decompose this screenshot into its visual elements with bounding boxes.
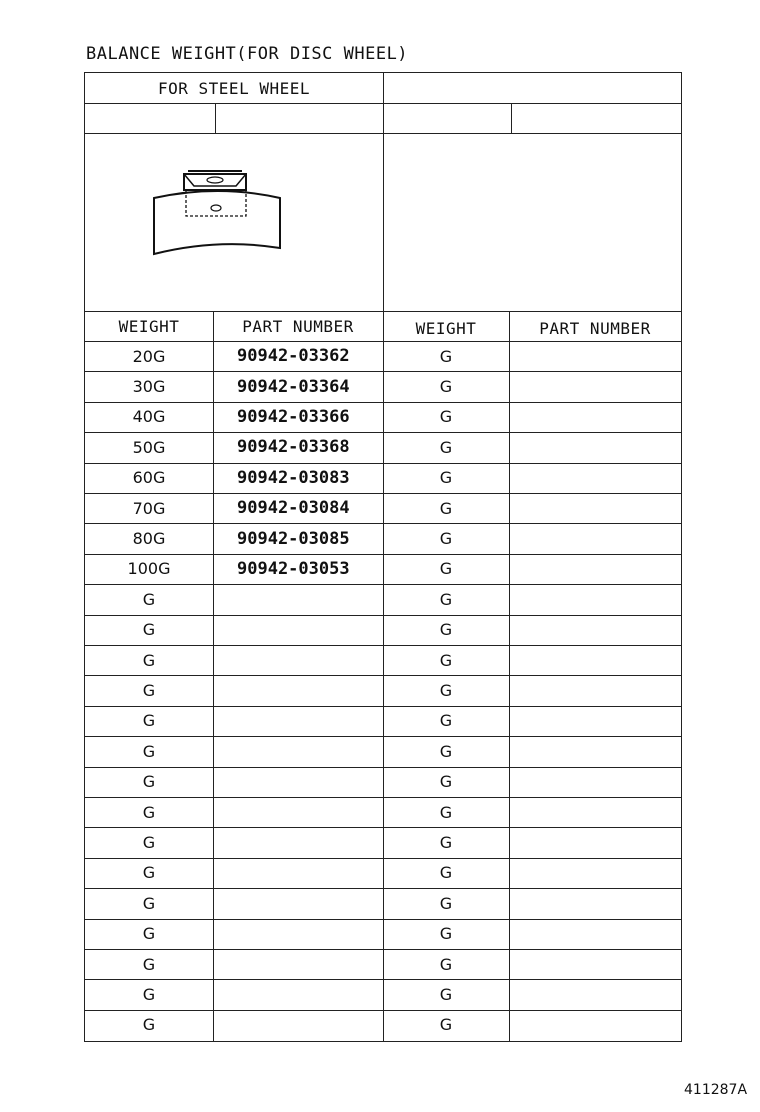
part-number-cell xyxy=(509,736,681,766)
weight-cell: G xyxy=(142,985,156,1005)
weight-cell: G xyxy=(142,954,156,974)
page-title: BALANCE WEIGHT(FOR DISC WHEEL) xyxy=(86,44,409,64)
weight-cell: G xyxy=(439,498,453,518)
weight-cell: 40G xyxy=(132,407,166,427)
part-number-cell xyxy=(213,979,383,1009)
weight-cell: G xyxy=(439,468,453,488)
part-number-cell: 90942-03053 xyxy=(237,558,350,579)
part-number-cell xyxy=(213,797,383,827)
weight-cell: G xyxy=(439,377,453,397)
weight-cell: 20G xyxy=(132,346,166,366)
divider xyxy=(511,103,512,133)
part-number-cell xyxy=(509,797,681,827)
weight-cell: G xyxy=(439,772,453,792)
part-number-cell xyxy=(509,827,681,857)
weight-cell: G xyxy=(439,711,453,731)
part-number-cell xyxy=(509,858,681,888)
part-number-cell xyxy=(509,554,681,584)
weight-cell: G xyxy=(142,650,156,670)
part-number-cell xyxy=(213,919,383,949)
part-number-cell xyxy=(509,432,681,462)
part-number-cell xyxy=(213,949,383,979)
part-number-cell: 90942-03364 xyxy=(237,376,350,397)
weight-cell: G xyxy=(142,924,156,944)
part-number-cell xyxy=(213,858,383,888)
weight-cell: G xyxy=(142,741,156,761)
part-number-cell xyxy=(509,584,681,614)
weight-cell: G xyxy=(142,681,156,701)
balance-weight-illustration xyxy=(148,164,288,260)
figure-reference: 411287A xyxy=(684,1082,748,1098)
weight-cell: 70G xyxy=(132,498,166,518)
part-number-cell xyxy=(213,827,383,857)
weight-cell: G xyxy=(439,863,453,883)
part-number-cell xyxy=(213,888,383,918)
weight-cell: 50G xyxy=(132,437,166,457)
weight-cell: G xyxy=(142,863,156,883)
weight-cell: 30G xyxy=(132,377,166,397)
part-number-cell: 90942-03084 xyxy=(237,498,350,519)
part-number-cell xyxy=(213,675,383,705)
part-number-cell xyxy=(509,493,681,523)
weight-cell: G xyxy=(439,681,453,701)
weight-cell: G xyxy=(439,407,453,427)
part-number-cell: 90942-03368 xyxy=(237,437,350,458)
part-number-cell xyxy=(509,949,681,979)
part-number-cell xyxy=(509,979,681,1009)
part-number-cell xyxy=(213,645,383,675)
part-number-cell xyxy=(509,767,681,797)
weight-cell: G xyxy=(439,985,453,1005)
part-number-cell xyxy=(509,919,681,949)
header-weight-left: WEIGHT xyxy=(118,316,180,336)
weight-cell: G xyxy=(142,620,156,640)
weight-cell: G xyxy=(439,802,453,822)
weight-cell: G xyxy=(439,589,453,609)
part-number-cell xyxy=(213,584,383,614)
part-number-cell xyxy=(509,645,681,675)
weight-cell: G xyxy=(142,833,156,853)
weight-cell: G xyxy=(439,924,453,944)
header-weight-right: WEIGHT xyxy=(415,318,477,338)
weight-cell: G xyxy=(439,346,453,366)
part-number-cell xyxy=(213,1010,383,1040)
weight-cell: 100G xyxy=(127,559,171,579)
part-number-cell xyxy=(213,736,383,766)
part-number-cell xyxy=(509,1010,681,1040)
weight-cell: 60G xyxy=(132,468,166,488)
part-number-cell xyxy=(509,615,681,645)
part-number-cell xyxy=(509,341,681,371)
part-number-cell xyxy=(509,706,681,736)
weight-cell: G xyxy=(439,893,453,913)
weight-cell: G xyxy=(142,802,156,822)
header-part-number-left: PART NUMBER xyxy=(242,316,354,336)
weight-cell: G xyxy=(439,559,453,579)
part-number-cell xyxy=(509,523,681,553)
weight-cell: G xyxy=(142,711,156,731)
part-number-cell xyxy=(213,767,383,797)
weight-cell: G xyxy=(439,650,453,670)
divider xyxy=(215,103,216,133)
part-number-cell: 90942-03083 xyxy=(237,467,350,488)
section-left-title: FOR STEEL WHEEL xyxy=(158,78,310,98)
header-part-number-right: PART NUMBER xyxy=(539,318,651,338)
part-number-cell xyxy=(509,463,681,493)
part-number-cell xyxy=(213,706,383,736)
section-right-title xyxy=(383,73,681,103)
part-number-cell xyxy=(509,888,681,918)
weight-cell: 80G xyxy=(132,529,166,549)
weight-cell: G xyxy=(439,1015,453,1035)
weight-cell: G xyxy=(142,589,156,609)
weight-cell: G xyxy=(439,954,453,974)
part-number-cell: 90942-03085 xyxy=(237,528,350,549)
part-number-cell xyxy=(509,402,681,432)
weight-cell: G xyxy=(439,437,453,457)
part-number-cell: 90942-03366 xyxy=(237,406,350,427)
weight-cell: G xyxy=(142,772,156,792)
part-number-cell xyxy=(509,371,681,401)
part-number-cell xyxy=(509,675,681,705)
weight-cell: G xyxy=(439,741,453,761)
weight-cell: G xyxy=(439,529,453,549)
part-number-cell: 90942-03362 xyxy=(237,346,350,367)
weight-cell: G xyxy=(142,893,156,913)
part-number-cell xyxy=(213,615,383,645)
weight-cell: G xyxy=(142,1015,156,1035)
weight-cell: G xyxy=(439,833,453,853)
weight-cell: G xyxy=(439,620,453,640)
